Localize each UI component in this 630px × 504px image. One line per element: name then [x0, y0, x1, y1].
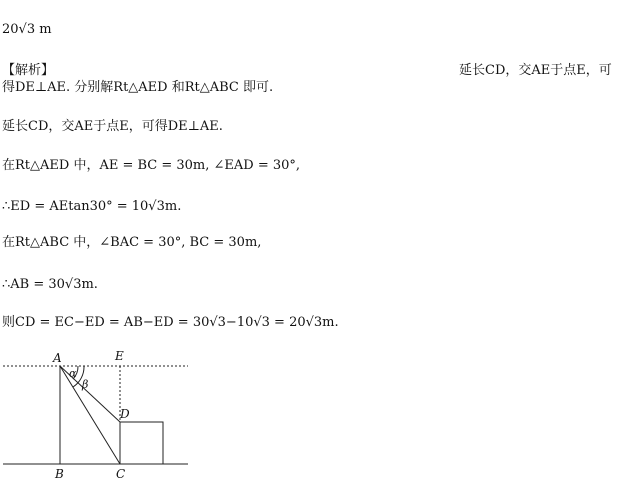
- label-d: D: [120, 407, 130, 421]
- analysis-heading: 【解析】: [2, 63, 55, 78]
- solution-line-4: 在Rt△ABC 中，∠BAC = 30°, BC = 30m,: [2, 235, 262, 250]
- label-b: B: [55, 467, 64, 481]
- analysis-hint-continuation: 得DE⊥AE. 分别解Rt△AED 和Rt△ABC 即可.: [2, 80, 274, 95]
- solution-line-6: 则CD = EC−ED = AB−ED = 30√3−10√3 = 20√3m.: [2, 315, 339, 330]
- answer-text: 20√3 m: [2, 22, 52, 37]
- solution-line-2: 在Rt△AED 中，AE = BC = 30m, ∠EAD = 30°,: [2, 158, 301, 173]
- solution-line-1: 延长CD，交AE于点E，可得DE⊥AE.: [2, 119, 223, 134]
- solution-line-3: ∴ED = AEtan30° = 10√3m.: [2, 199, 182, 214]
- solution-line-5: ∴AB = 30√3m.: [2, 277, 98, 292]
- building-rect: [120, 422, 163, 464]
- label-c: C: [116, 467, 126, 481]
- geometry-figure: [0, 345, 200, 504]
- segment-ac: [60, 366, 120, 464]
- analysis-hint-right: 延长CD，交AE于点E，可: [459, 63, 612, 78]
- label-a: A: [53, 351, 62, 365]
- label-beta: β: [82, 378, 89, 391]
- label-e: E: [115, 349, 124, 363]
- label-alpha: α: [69, 367, 77, 380]
